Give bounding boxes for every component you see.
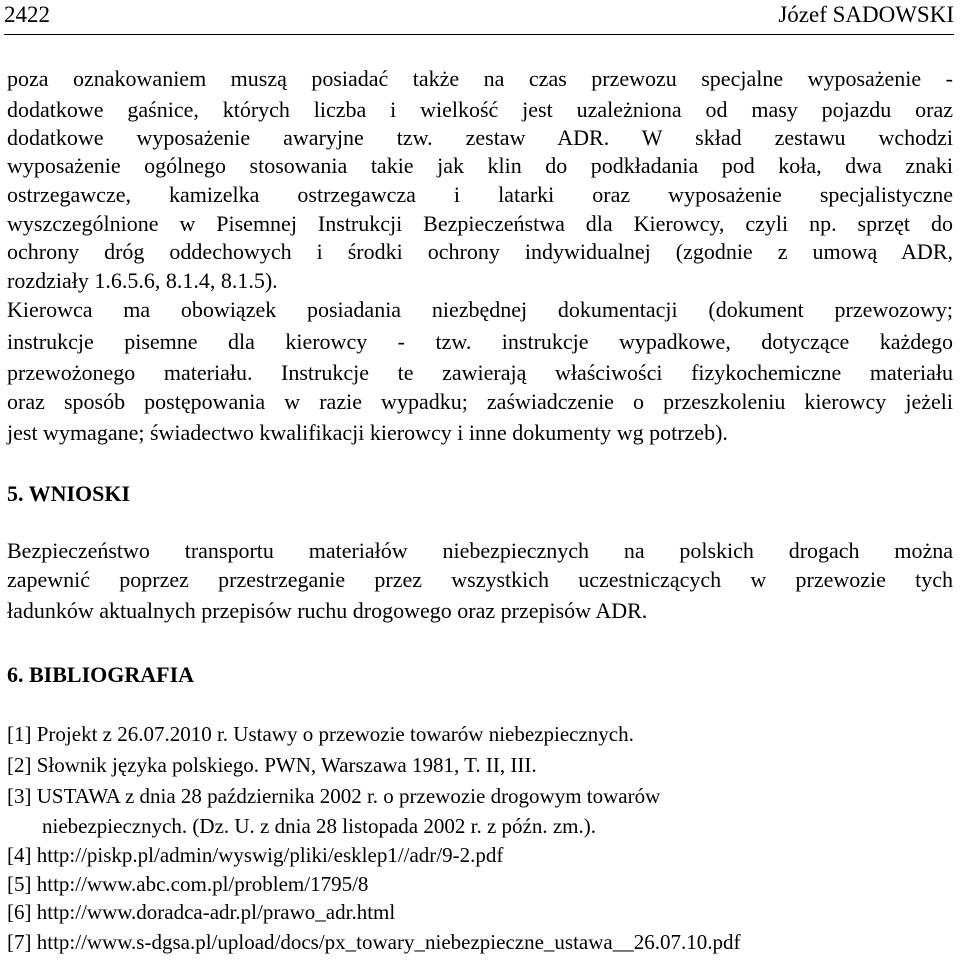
section-heading-conclusions: 5. WNIOSKI <box>7 481 131 506</box>
bibliography-entry: [4] http://piskp.pl/admin/wyswig/pliki/esklep1//adr/9-2.pdf <box>7 843 504 867</box>
bibliography-entry: [1] Projekt z 26.07.2010 r. Ustawy o przewozie towarów niebezpiecznych. <box>7 722 634 746</box>
paragraph-line: wyszczególnione w Pisemnej Instrukcji Bezpieczeństwa dla Kierowcy, czyli np. sprzęt do <box>7 211 953 236</box>
bibliography-entry: [2] Słownik języka polskiego. PWN, Warszawa 1981, T. II, III. <box>7 753 537 777</box>
paragraph-line: ładunków aktualnych przepisów ruchu drogowego oraz przepisów ADR. <box>7 598 648 623</box>
bibliography-entry: [3] USTAWA z dnia 28 października 2002 r. o przewozie drogowym towarów <box>7 784 661 808</box>
paragraph-line: jest wymagane; świadectwo kwalifikacji kierowcy i inne dokumenty wg potrzeb). <box>7 420 728 445</box>
bibliography-entry-continuation: niebezpiecznych. (Dz. U. z dnia 28 listopada 2002 r. z późn. zm.). <box>42 814 596 838</box>
bibliography-entry: [5] http://www.abc.com.pl/problem/1795/8 <box>7 872 369 896</box>
paragraph-line: rozdziały 1.6.5.6, 8.1.4, 8.1.5). <box>7 268 278 293</box>
paragraph-line: ostrzegawcze, kamizelka ostrzegawcza i latarki oraz wyposażenie specjalistyczne <box>7 182 953 207</box>
paragraph-line: ochrony dróg oddechowych i środki ochrony indywidualnej (zgodnie z umową ADR, <box>7 239 953 264</box>
paragraph-line: zapewnić poprzez przestrzeganie przez wszystkich uczestniczących w przewozie tych <box>7 567 953 592</box>
paragraph-line: Bezpieczeństwo transportu materiałów niebezpiecznych na polskich drogach można <box>7 538 953 563</box>
paragraph-line: dodatkowe wyposażenie awaryjne tzw. zestaw ADR. W skład zestawu wchodzi <box>7 125 953 150</box>
page-number: 2422 <box>4 2 50 27</box>
bibliography-entry: [7] http://www.s-dgsa.pl/upload/docs/px_towary_niebezpieczne_ustawa__26.07.10.pdf <box>7 930 741 954</box>
paragraph-line: dodatkowe gaśnice, których liczba i wielkość jest uzależniona od masy pojazdu oraz <box>7 97 953 122</box>
paragraph-line: wyposażenie ogólnego stosowania takie jak klin do podkładania pod koła, dwa znaki <box>7 153 953 178</box>
page-header <box>4 0 954 35</box>
bibliography-entry: [6] http://www.doradca-adr.pl/prawo_adr.html <box>7 900 396 924</box>
paragraph-line: przewożonego materiału. Instrukcje te zawierają właściwości fizykochemiczne materiału <box>7 360 953 385</box>
paragraph-line: instrukcje pisemne dla kierowcy - tzw. instrukcje wypadkowe, dotyczące każdego <box>7 329 953 354</box>
paragraph-line: poza oznakowaniem muszą posiadać także na czas przewozu specjalne wyposażenie - <box>7 66 953 91</box>
paragraph-line: oraz sposób postępowania w razie wypadku; zaświadczenie o przeszkoleniu kierowcy jeżeli <box>7 389 953 414</box>
section-heading-bibliography: 6. BIBLIOGRAFIA <box>7 662 195 687</box>
paragraph-line: Kierowca ma obowiązek posiadania niezbędnej dokumentacji (dokument przewozowy; <box>7 297 953 322</box>
running-author: Józef SADOWSKI <box>778 2 954 27</box>
